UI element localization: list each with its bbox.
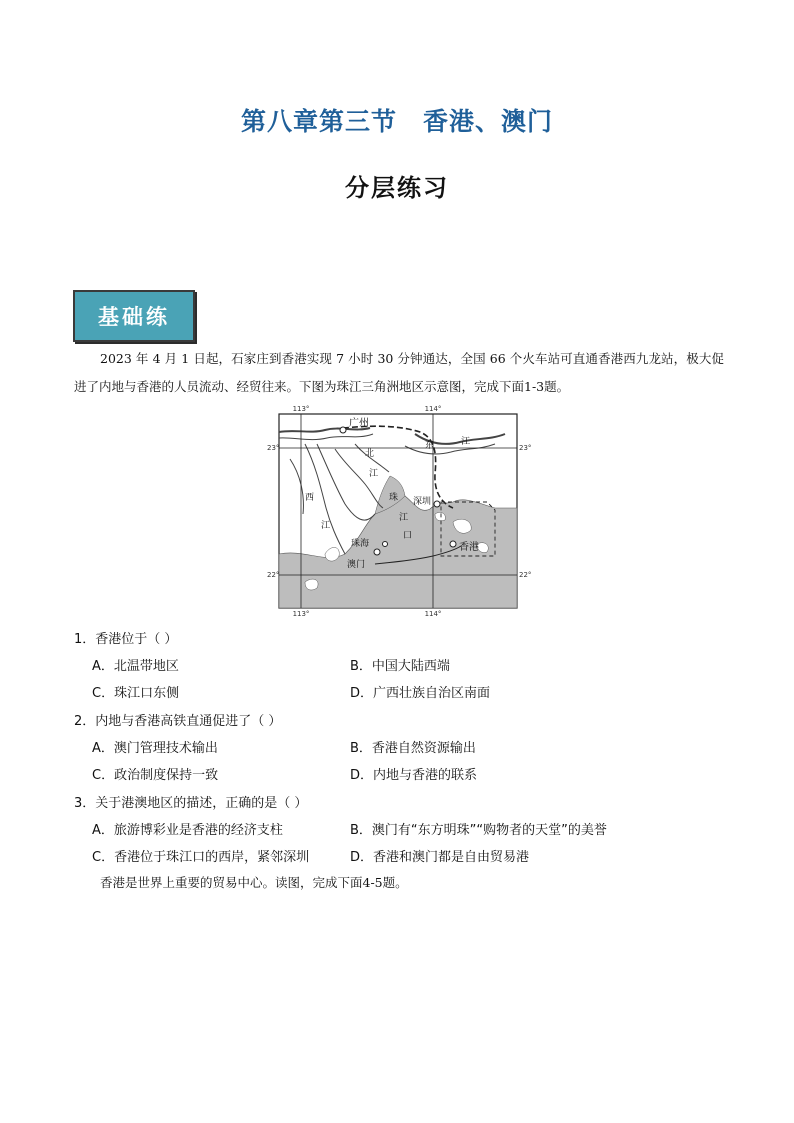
- river-label-jiang-2: 江: [369, 469, 379, 479]
- place-hongkong: 香港: [459, 542, 479, 553]
- question-2-stem: 2．内地与香港高铁直通促进了（ ）: [74, 714, 282, 729]
- question-2-option-a: A．澳门管理技术输出: [92, 741, 218, 756]
- place-macau: 澳门: [347, 560, 366, 570]
- question-3-option-a: A．旅游博彩业是香港的经济支柱: [92, 823, 283, 838]
- lon-label-114-bottom: 114°: [424, 610, 442, 618]
- question-3-option-d: D．香港和澳门都是自由贸易港: [350, 850, 530, 865]
- intro-paragraph: 2023 年 4 月 1 日起，石家庄到香港实现 7 小时 30 分钟通达，全国 66 个火车站可直通香港西九龙站，极大促进了内地与香港的人员流动、经贸往来。下图为珠江三角洲地区示意图，完成下面1-3题。: [74, 351, 724, 394]
- question-2-option-c: C．政治制度保持一致: [92, 768, 219, 783]
- question-1-option-b: B．中国大陆西端: [350, 659, 450, 674]
- question-3-stem: 3．关于港澳地区的描述，正确的是（ ）: [74, 796, 308, 811]
- lon-label-113-bottom: 113°: [292, 610, 310, 618]
- question-2-option-b: B．香港自然资源输出: [350, 741, 476, 756]
- place-shenzhen: 深圳: [413, 497, 432, 507]
- question-1-option-c: C．珠江口东侧: [92, 686, 180, 701]
- question-2-option-d: D．内地与香港的联系: [350, 768, 478, 783]
- pearl-river-delta-map: [265, 404, 535, 618]
- river-label-bei: 北: [365, 449, 375, 459]
- section-badge: 基础练: [73, 290, 195, 342]
- intro-paragraph-2: 香港是世界上重要的贸易中心。读图，完成下面4-5题。: [100, 875, 408, 890]
- lon-label-114-top: 114°: [424, 405, 442, 413]
- lat-label-23-right: 23°: [519, 444, 532, 452]
- question-1-stem: 1．香港位于（ ）: [74, 632, 178, 647]
- question-1-option-d: D．广西壮族自治区南面: [350, 686, 491, 701]
- river-label-xi: 西: [305, 493, 315, 503]
- place-guangzhou: 广州: [349, 418, 369, 429]
- river-label-jiang-3: 江: [461, 437, 471, 447]
- place-zhuhai: 珠海: [351, 539, 370, 549]
- lon-label-113-top: 113°: [292, 405, 310, 413]
- river-label-kou: 口: [403, 531, 413, 541]
- question-3-option-c: C．香港位于珠江口的西岸，紧邻深圳: [92, 850, 310, 865]
- lat-label-22-left: 22°: [267, 571, 280, 579]
- river-label-zhu: 珠: [389, 493, 399, 503]
- lat-label-22-right: 22°: [519, 571, 532, 579]
- question-1-option-a: A．北温带地区: [92, 659, 179, 674]
- page-title: 第八章第三节 香港、澳门: [240, 107, 553, 136]
- river-label-jiang-1: 江: [321, 521, 331, 531]
- lat-label-23-left: 23°: [267, 444, 280, 452]
- river-label-dong: 东: [425, 441, 435, 451]
- question-3-option-b: B．澳门有“东方明珠”“购物者的天堂”的美誉: [350, 823, 607, 838]
- page-subtitle: 分层练习: [345, 174, 449, 202]
- river-label-jiang-4: 江: [399, 513, 409, 523]
